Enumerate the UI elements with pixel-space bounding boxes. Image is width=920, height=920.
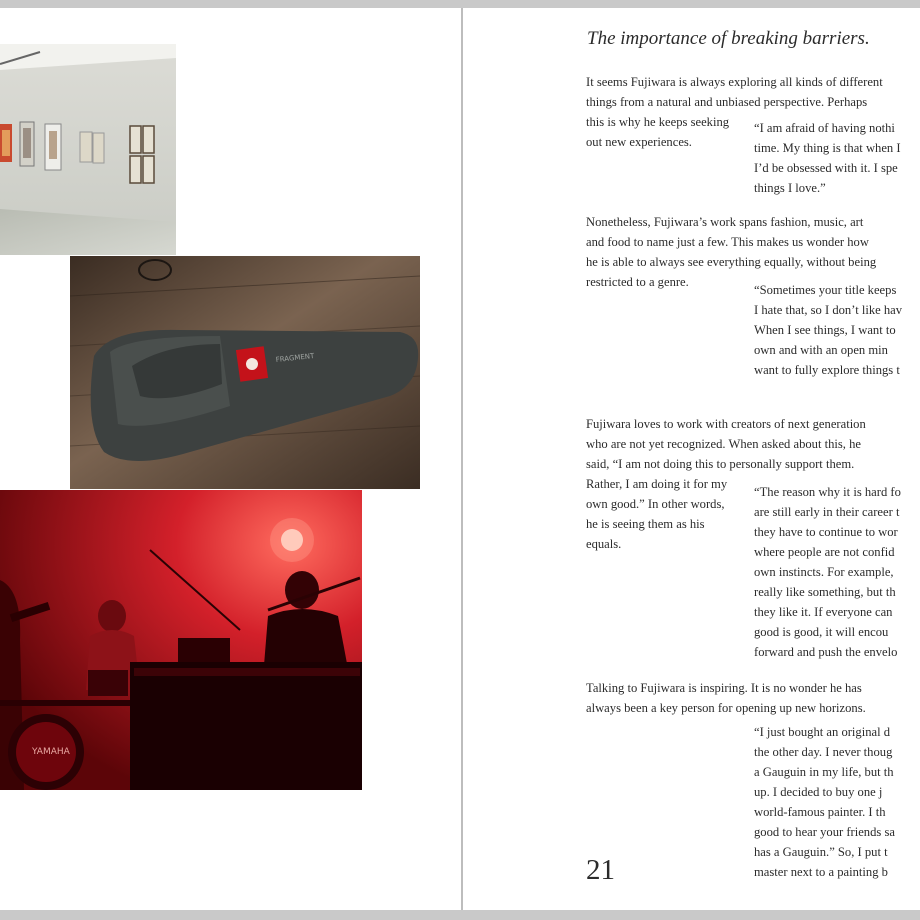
text-line: equals. <box>586 537 622 551</box>
quote-line: “The reason why it is hard fo <box>754 485 901 499</box>
text-line: out new experiences. <box>586 135 692 149</box>
right-page <box>463 8 920 910</box>
text-line: he is able to always see everything equally, without being <box>586 255 877 269</box>
quote-line: time. My thing is that when I <box>754 141 901 155</box>
concert-photo <box>0 490 362 790</box>
text-line: said, “I am not doing this to personally support them. <box>586 457 855 471</box>
quote-line: “Sometimes your title keeps <box>754 283 897 297</box>
quote-line: really like something, but th <box>754 585 896 599</box>
quote-line: up. I decided to buy one j <box>754 785 883 799</box>
text-line: things from a natural and unbiased perspective. Perhaps <box>586 95 868 109</box>
quote-line: When I see things, I want to <box>754 323 896 337</box>
text-line: Talking to Fujiwara is inspiring. It is no wonder he has <box>586 681 862 695</box>
quote-line: good is good, it will encou <box>754 625 889 639</box>
text-line: this is why he keeps seeking <box>586 115 730 129</box>
quote-line: the other day. I never thoug <box>754 745 893 759</box>
quote-line: master next to a painting b <box>754 865 888 879</box>
quote-line: “I just bought an original d <box>754 725 891 739</box>
text-line: Rather, I am doing it for my <box>586 477 728 491</box>
book-spread <box>0 8 920 910</box>
quote-line: I’d be obsessed with it. I spe <box>754 161 898 175</box>
text-line: It seems Fujiwara is always exploring all kinds of different <box>586 75 883 89</box>
quote-line: they like it. If everyone can <box>754 605 893 619</box>
quote-line: are still early in their career t <box>754 505 900 519</box>
text-line: Nonetheless, Fujiwara’s work spans fashion, music, art <box>586 215 864 229</box>
quote-line: I hate that, so I don’t like hav <box>754 303 903 317</box>
drum-brand-text: YAMAHA <box>32 747 70 757</box>
quote-line: they have to continue to wor <box>754 525 898 539</box>
quote-line: want to fully explore things t <box>754 363 900 377</box>
quote-line: has a Gauguin.” So, I put t <box>754 845 888 859</box>
quote-line: “I am afraid of having nothi <box>754 121 895 135</box>
quote-line: own and with an open min <box>754 343 888 357</box>
quote-line: good to hear your friends sa <box>754 825 895 839</box>
text-line: own good.” In other words, <box>586 497 725 511</box>
quote-line: things I love.” <box>754 181 826 195</box>
text-line: he is seeing them as his <box>586 517 705 531</box>
quote-line: own instincts. For example, <box>754 565 894 579</box>
text-line: always been a key person for opening up new horizons. <box>586 701 866 715</box>
gig-bag-photo <box>70 256 420 489</box>
text-line: who are not yet recognized. When asked about this, he <box>586 437 861 451</box>
quote-line: a Gauguin in my life, but th <box>754 765 894 779</box>
quote-line: where people are not confid <box>754 545 895 559</box>
quote-line: forward and push the envelo <box>754 645 898 659</box>
quote-line: world-famous painter. I th <box>754 805 886 819</box>
text-line: restricted to a genre. <box>586 275 689 289</box>
article-title: The importance of breaking barriers. <box>587 28 870 49</box>
page-number: 21 <box>586 854 615 886</box>
text-line: Fujiwara loves to work with creators of next generation <box>586 417 866 431</box>
gig-bag-brand-text: FRAGMENT <box>275 351 315 364</box>
left-page <box>0 8 462 910</box>
gallery-photo <box>0 44 176 255</box>
text-line: and food to name just a few. This makes us wonder how <box>586 235 869 249</box>
